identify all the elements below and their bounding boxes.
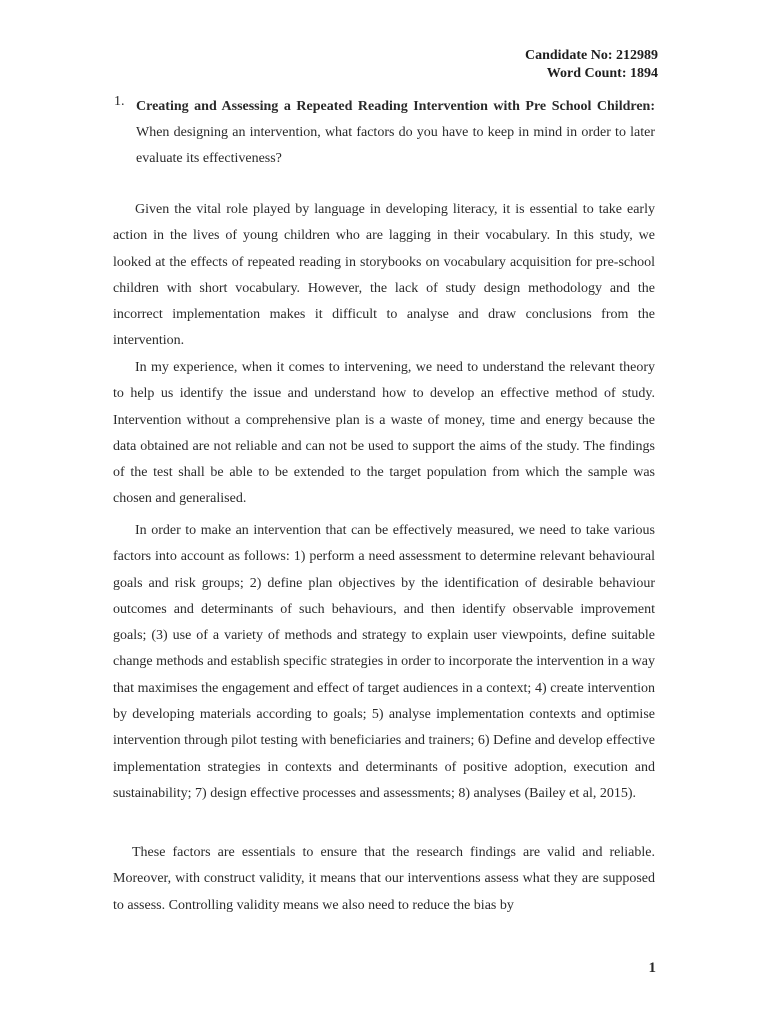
question-title-bold: Creating and Assessing a Repeated Reading Intervention with Pre School Children:	[136, 99, 655, 114]
paragraph-1: Given the vital role played by language in developing literacy, it is essential to take early action in the lives of young children who are lagging in their vocabulary. In this study, we looked at the effects of repeated reading in storybooks on vocabulary acquisition for pre-school children with short vocabulary. However, the lack of study design methodology and the incorrect implementation makes it difficult to analyse and draw conclusions from the intervention.	[113, 202, 655, 349]
question-title	[136, 94, 655, 172]
question-title-rest: When designing an intervention, what factors do you have to keep in mind in order to later evaluate its effectiveness?	[136, 125, 655, 166]
paragraph-2: In my experience, when it comes to intervening, we need to understand the relevant theory to help us identify the issue and understand how to develop an effective method of study. Intervention without a comprehensive plan is a waste of money, time and energy because the data obtained are not reliable and can not be used to support the aims of the study. The findings of the test shall be able to be extended to the target population from which the sample was chosen and generalised.	[113, 360, 655, 507]
paragraph-3: In order to make an intervention that can be effectively measured, we need to take various factors into account as follows: 1) perform a need assessment to determine relevant behavioural goals and risk groups; 2) define plan objectives by the identification of desirable behaviour outcomes and determinants of such behaviours, and then identify observable improvement goals; (3) use of a variety of methods and strategy to explain user viewpoints, define suitable change methods and establish specific strategies in order to incorporate the intervention in a way that maximises the engagement and effect of target audiences in a context; 4) create intervention by developing materials according to goals; 5) analyse implementation contexts and optimise intervention through pilot testing with beneficiaries and trainers; 6) Define and develop effective implementation strategies in contexts and determinants of positive adoption, execution and sustainability; 7) design effective processes and assessments; 8) analyses (Bailey et al, 2015).	[113, 523, 655, 801]
page-number: 1	[648, 960, 656, 976]
paragraph-4: These factors are essentials to ensure that the research findings are valid and reliable. Moreover, with construct validity, it means that our interventions assess what they are supposed to assess. Controlling validity means we also need to reduce the bias by	[113, 845, 655, 913]
question-number: 1.	[114, 94, 125, 109]
word-count: Word Count: 1894	[546, 66, 658, 81]
candidate-number: Candidate No: 212989	[524, 48, 658, 63]
